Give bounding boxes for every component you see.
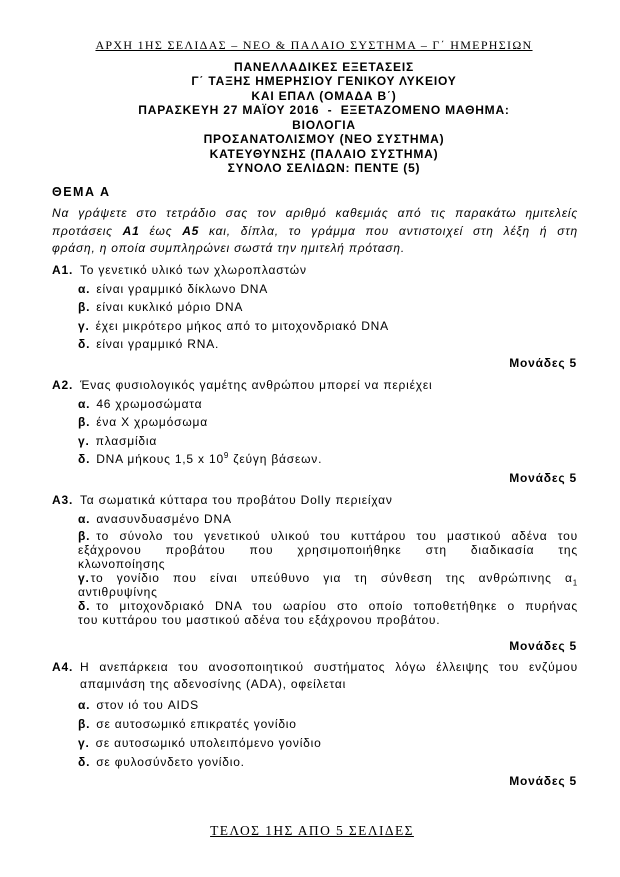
option-letter: γ. [78,318,90,333]
option-letter: γ. [78,433,90,448]
option-text: είναι κυκλικό μόριο DNA [96,300,244,315]
question-label: Α4. [52,659,74,674]
option-letter: δ. [78,452,91,467]
question-stem [52,491,578,510]
option-letter: δ. [78,337,91,352]
option-text: στον ιό του AIDS [96,697,199,712]
option-text: σε αυτοσωμικό υπολειπόμενο γονίδιο [95,735,322,750]
option-line: αντιθρυψίνης [78,584,158,599]
question-points: Μονάδες 5 [509,773,577,788]
option-line: του κυττάρου του μαστικού αδένα του εξάχρονου προβάτου. [78,612,441,627]
question-text: Το γενετικό υλικό των χλωροπλαστών [80,263,307,277]
option-letter: α. [78,511,91,526]
title-line: ΚΑΤΕΥΘΥΝΣΗΣ (ΠΑΛΑΙΟ ΣΥΣΤΗΜΑ) [209,146,439,161]
option [78,510,578,529]
question-text: Τα σωματικά κύτταρα του προβάτου Dolly περιείχαν [80,492,393,507]
title-line: Γ΄ ΤΑΞΗΣ ΗΜΕΡΗΣΙΟΥ ΓΕΝΙΚΟΥ ΛΥΚΕΙΟΥ [191,74,457,89]
option [78,335,578,354]
exam-title-block [60,60,588,176]
option-text: το σύνολο του γενετικού υλικού του κυττάρου του μαστικού αδένα του [96,528,578,543]
option [78,571,578,599]
question-a2 [52,376,578,488]
page-count-line: ΣΥΝΟΛΟ ΣΕΛΙΔΩΝ: ΠΕΝΤΕ (5) [227,161,421,176]
option-text: ένα X χρωμόσωμα [96,415,208,430]
option [78,280,578,299]
section-heading: ΘΕΜΑ Α [52,185,111,199]
question-points: Μονάδες 5 [509,355,577,370]
option-letter: α. [78,396,91,411]
option-letter: β. [78,528,91,543]
option [78,599,578,627]
title-line: ΠΑΡΑΣΚΕΥΗ 27 ΜΑΪΟΥ 2016 - ΕΞΕΤΑΖΟΜΕΝΟ ΜΑΘΗΜΑ: [138,103,510,118]
question-stem-continued: απαμινάση της αδενοσίνης (ADA), οφείλεται [80,676,347,691]
option-text: ανασυνδυασμένο DNA [96,511,232,526]
page-footer-text: ΤΕΛΟΣ 1ΗΣ ΑΠΟ 5 ΣΕΛΙΔΕΣ [210,823,414,838]
title-line: ΠΡΟΣΑΝΑΤΟΛΙΣΜΟΥ (ΝΕΟ ΣΥΣΤΗΜΑ) [203,132,445,147]
option-line [78,529,578,543]
option-text-continued: ζεύγη βάσεων. [229,452,323,467]
option-letter: β. [78,415,91,430]
instructions-text: και, δίπλα, το γράμμα που αντιστοιχεί στη λέξη ή στη [199,223,578,238]
option-text: έχει μικρότερο μήκος από το μιτοχονδριακό DNA [95,318,389,333]
option-text: σε αυτοσωμικό επικρατές γονίδιο [96,716,297,731]
option-letter: δ. [78,754,91,769]
option-letter: δ. [78,598,91,613]
question-label: Α3. [52,492,74,507]
option-letter: γ. [78,735,90,750]
instructions-line: Να γράψετε στο τετράδιο σας τον αριθμό καθεμιάς από τις παρακάτω ημιτελείς [52,206,578,220]
title-line: ΚΑΙ ΕΠΑΛ (ΟΜΑΔΑ Β΄) [251,88,397,103]
instructions-line: φράση, η οποία συμπληρώνει σωστά την ημιτελή πρόταση. [52,241,405,255]
instructions [52,205,578,258]
instructions-bold-ref: Α5 [182,223,200,238]
option-text: σε φυλοσύνδετο γονίδιο. [96,754,245,769]
option [78,413,578,432]
subject-line: ΒΙΟΛΟΓΙΑ [292,117,356,132]
option-text: DNA μήκους 1,5 x 10 [96,452,224,467]
option [78,298,578,317]
option-text: το γονίδιο που είναι υπεύθυνο για τη σύνθεση της ανθρώπινης α [90,570,573,585]
question-label: Α1. [52,263,74,277]
option-line [78,571,578,585]
option-line: εξάχρονου προβάτου που χρησιμοποιήθηκε στη διαδικασία της [78,542,578,557]
question-text: Ένας φυσιολογικός γαμέτης ανθρώπου μπορεί να περιέχει [80,378,433,392]
option-text: πλασμίδια [95,433,158,448]
question-label: Α2. [52,378,74,392]
option-letter: α. [78,697,91,712]
question-text: Η ανεπάρκεια του ανοσοποιητικού συστήματος λόγω έλλειψης του ενζύμου [80,659,578,674]
option [78,715,578,734]
question-a3 [52,491,578,655]
question-stem [52,659,578,676]
instructions-bold-ref: Α1 [122,223,140,238]
option-text: είναι γραμμικό RNA. [96,337,220,352]
option [78,734,578,753]
option [78,432,578,451]
option [78,395,578,414]
question-stem [52,261,578,280]
option-line: κλωνοποίησης [78,556,166,571]
question-a4 [52,659,578,791]
option [78,753,578,772]
subscript: 1 [572,577,578,587]
page-footer [4,823,620,839]
option [78,317,578,336]
option-text: είναι γραμμικό δίκλωνο DNA [96,281,269,296]
options-list [52,696,578,772]
title-line: ΠΑΝΕΛΛΑΔΙΚΕΣ ΕΞΕΤΑΣΕΙΣ [233,60,415,74]
question-a1 [52,261,578,373]
option-text: το μιτοχονδριακό DNA του ωαρίου στο οποίο τοποθετήθηκε ο πυρήνας [96,598,578,613]
option [78,696,578,715]
option [78,450,578,469]
page-header [8,37,620,53]
instructions-text: προτάσεις [52,223,123,238]
instructions-text: έως [139,223,183,238]
option-letter: γ. [78,570,90,585]
question-points: Μονάδες 5 [509,638,577,653]
page-header-text: ΑΡΧΗ 1ΗΣ ΣΕΛΙΔΑΣ – ΝΕΟ & ΠΑΛΑΙΟ ΣΥΣΤΗΜΑ – Γ΄ ΗΜΕΡΗΣΙΩΝ [95,38,533,52]
option [78,529,578,571]
option-letter: β. [78,716,91,731]
exponent: 9 [223,451,230,461]
option-letter: β. [78,300,91,315]
option-line [78,599,578,613]
option-text: 46 χρωμοσώματα [96,396,203,411]
instructions-line [52,223,578,241]
question-stem [52,376,578,395]
option-letter: α. [78,281,91,296]
question-points: Μονάδες 5 [509,470,577,485]
